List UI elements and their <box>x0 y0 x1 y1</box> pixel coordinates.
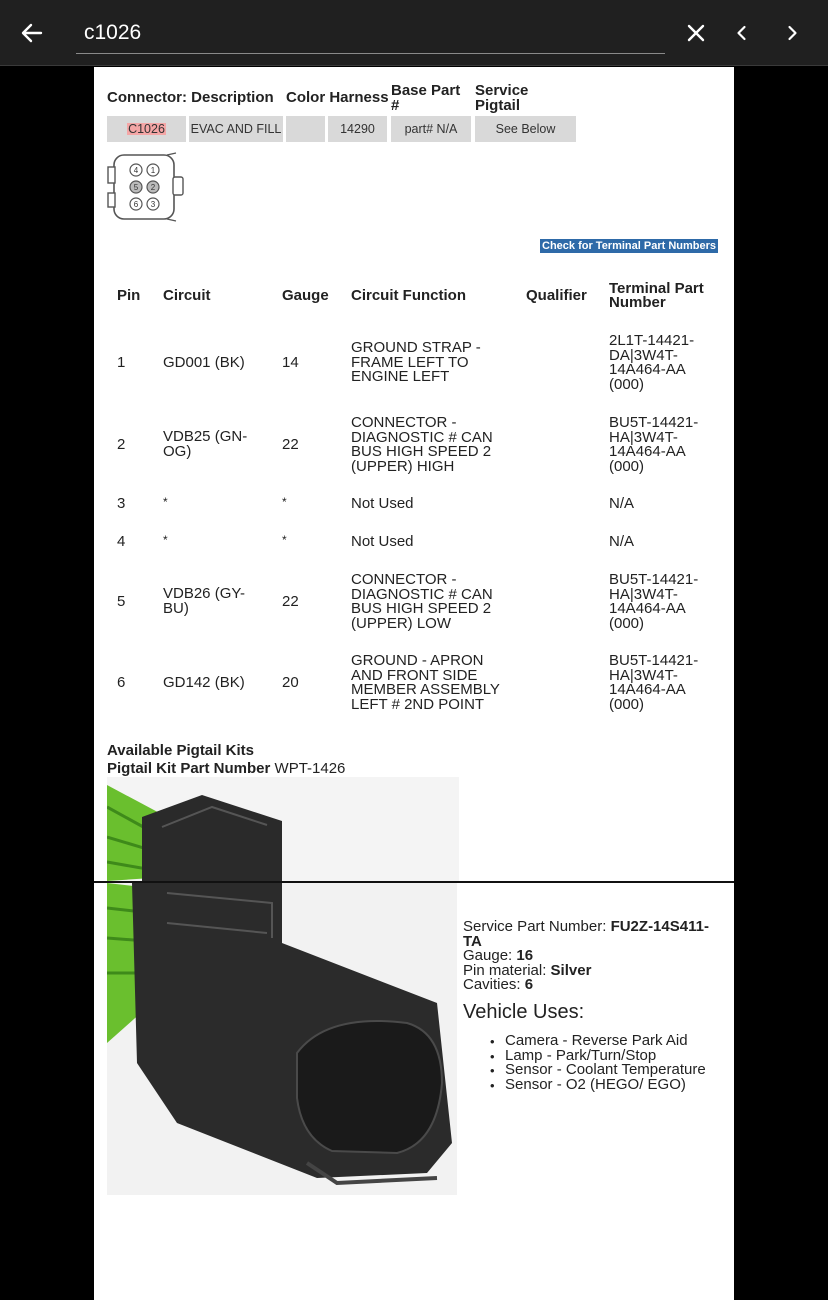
cavities-value: 6 <box>524 976 534 993</box>
th-circuit-function: Circuit Function <box>351 287 466 304</box>
pigtail-photo <box>107 883 457 1195</box>
gauge-cell: * <box>282 533 287 547</box>
th-qualifier: Qualifier <box>526 287 587 304</box>
arrow-left-icon <box>20 21 44 45</box>
pin-material-value: Silver <box>550 962 592 979</box>
previous-match-button[interactable] <box>722 13 762 53</box>
function-cell: GROUND - APRON AND FRONT SIDE MEMBER ASSEMBLY LEFT # 2ND POINT <box>351 652 500 713</box>
cavities-label: Cavities: <box>463 976 521 993</box>
connector-pin-label: 6 <box>133 200 139 209</box>
circuit-cell: VDB26 (GY-BU) <box>163 585 245 617</box>
gauge-cell: 22 <box>282 436 299 453</box>
list-item: • Lamp - Park/Turn/Stop <box>505 1049 706 1064</box>
pin-cell: 6 <box>117 674 126 691</box>
gauge-value: 16 <box>516 947 534 964</box>
pin-cell: 2 <box>117 436 126 453</box>
list-item: • Sensor - Coolant Temperature <box>505 1063 706 1078</box>
list-item: • Sensor - O2 (HEGO/ EGO) <box>505 1078 706 1093</box>
header-service-pigtail: Service Pigtail <box>475 82 529 114</box>
function-cell: CONNECTOR - DIAGNOSTIC # CAN BUS HIGH SPEED 2 (UPPER) HIGH <box>351 414 493 475</box>
circuit-cell: * <box>163 495 168 509</box>
vehicle-uses-heading: Vehicle Uses: <box>463 1001 585 1023</box>
connector-pin-label: 5 <box>133 183 139 192</box>
terminal-cell: N/A <box>609 533 635 550</box>
pin-cell: 5 <box>117 593 126 610</box>
connector-id-cell <box>107 116 186 142</box>
document-page <box>94 67 734 1300</box>
circuit-cell: GD142 (BK) <box>163 674 245 691</box>
list-item: • Camera - Reverse Park Aid <box>505 1034 706 1049</box>
connector-pin-label: 3 <box>150 200 156 209</box>
th-circuit: Circuit <box>163 287 211 304</box>
pin-cell: 3 <box>117 495 126 512</box>
terminal-cell: BU5T-14421-HA|3W4T-14A464-AA (000) <box>609 652 699 713</box>
terminal-cell: N/A <box>609 495 635 512</box>
circuit-cell: VDB25 (GN-OG) <box>163 428 248 460</box>
terminal-cell: BU5T-14421-HA|3W4T-14A464-AA (000) <box>609 571 699 632</box>
gauge-label: Gauge: <box>463 947 513 964</box>
vehicle-uses-list <box>505 1034 706 1092</box>
close-icon <box>686 23 706 43</box>
connector-pin-label: 1 <box>150 166 156 175</box>
search-input[interactable] <box>76 14 665 52</box>
th-terminal-part-number: Terminal Part Number <box>609 280 704 311</box>
gauge-cell: 20 <box>282 674 299 691</box>
harness-cell: 14290 <box>328 116 387 142</box>
header-base-part: Base Part # <box>391 82 461 114</box>
back-button[interactable] <box>12 13 52 53</box>
header-connector-description: Connector: Description <box>107 89 274 106</box>
pigtail-kits-heading: Available Pigtail Kits <box>107 742 254 759</box>
th-gauge: Gauge <box>282 287 329 304</box>
header-color-harness: Color Harness <box>286 89 389 106</box>
pigtail-photo-top <box>107 777 459 881</box>
terminal-part-numbers-link[interactable]: Check for Terminal Part Numbers <box>542 240 717 252</box>
pin-material-label: Pin material: <box>463 962 547 979</box>
clear-search-button[interactable] <box>676 13 716 53</box>
search-highlight: C1026 <box>128 122 165 136</box>
connector-pin-label: 2 <box>150 183 156 192</box>
circuit-cell: * <box>163 533 168 547</box>
function-cell: Not Used <box>351 533 414 550</box>
terminal-cell: BU5T-14421-HA|3W4T-14A464-AA (000) <box>609 414 699 475</box>
function-cell: Not Used <box>351 495 414 512</box>
gauge-cell: * <box>282 495 287 509</box>
description-cell: EVAC AND FILL <box>189 116 283 142</box>
service-part-value: FU2Z-14S411-TA <box>463 918 709 950</box>
connector-face-diagram <box>106 151 186 223</box>
pigtail-kit-label: Pigtail Kit Part Number <box>107 760 271 777</box>
service-part-label: Service Part Number: <box>463 918 607 935</box>
connector-pin-label: 4 <box>133 166 139 175</box>
gauge-cell: 14 <box>282 354 299 371</box>
gauge-cell: 22 <box>282 593 299 610</box>
service-pigtail-cell: See Below <box>475 116 576 142</box>
color-cell <box>286 116 325 142</box>
chevron-left-icon <box>734 25 750 41</box>
cavities-spec <box>463 978 533 993</box>
circuit-cell: GD001 (BK) <box>163 354 245 371</box>
terminal-cell: 2L1T-14421-DA|3W4T-14A464-AA (000) <box>609 332 695 393</box>
next-match-button[interactable] <box>772 13 812 53</box>
function-cell: GROUND STRAP - FRAME LEFT TO ENGINE LEFT <box>351 339 481 386</box>
find-toolbar <box>0 0 828 66</box>
pigtail-kit-line <box>107 761 345 776</box>
pin-cell: 1 <box>117 354 126 371</box>
function-cell: CONNECTOR - DIAGNOSTIC # CAN BUS HIGH SPEED 2 (UPPER) LOW <box>351 571 493 632</box>
pigtail-kit-number: WPT-1426 <box>274 760 346 777</box>
base-part-cell: part# N/A <box>391 116 471 142</box>
chevron-right-icon <box>784 25 800 41</box>
service-part-number <box>463 920 723 949</box>
pin-cell: 4 <box>117 533 126 550</box>
search-field[interactable] <box>76 14 665 54</box>
th-pin: Pin <box>117 287 141 304</box>
